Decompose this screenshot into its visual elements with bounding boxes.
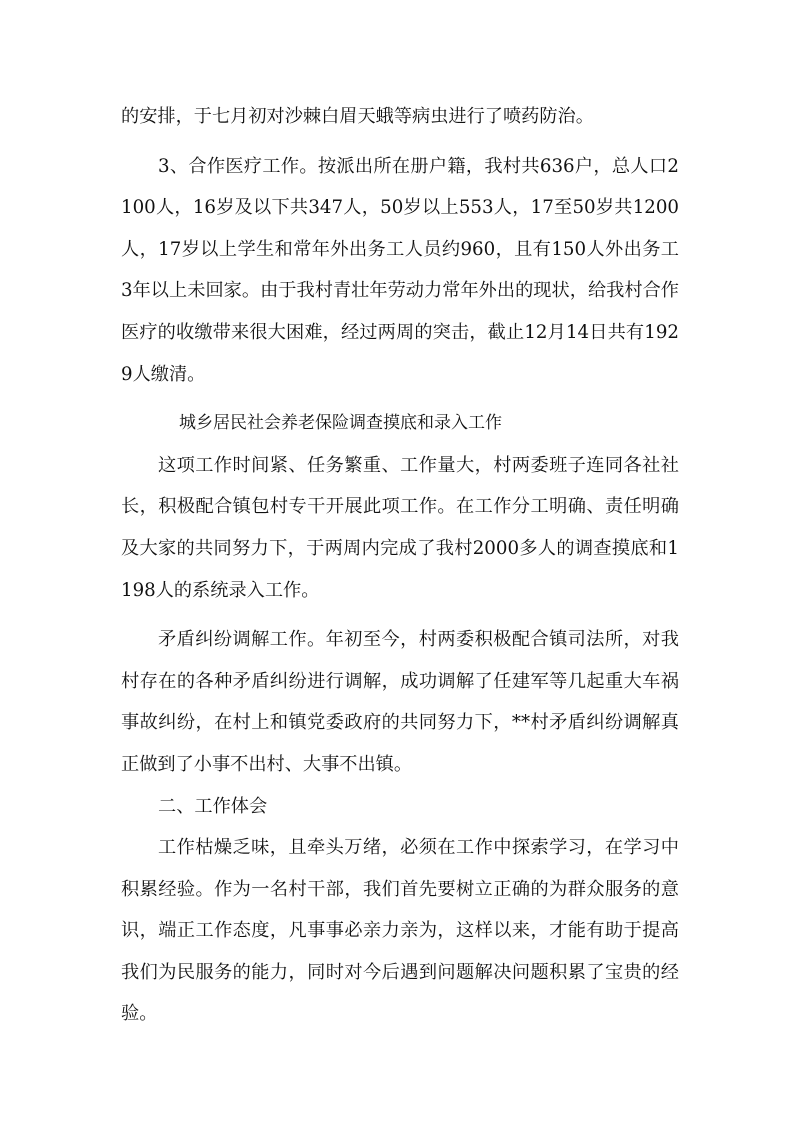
section-heading-pension-survey: 城乡居民社会养老保险调查摸底和录入工作 [179, 413, 502, 434]
section-heading-work-experience: 二、工作体会 [158, 795, 268, 817]
paragraph-work-experience: 工作枯燥乏味，且牵头万绪，必须在工作中探索学习，在学习中积累经验。作为一名村干部，我们首先要树立正确的为群众服务的意识，端正工作态度，凡事事必亲力亲为，这样以来，才能有助于提高我们为民服务的能力，同时对今后遇到问题解决问题积累了宝贵的经验。 [121, 837, 679, 1025]
paragraph-gap [121, 138, 679, 146]
paragraph-gap [121, 395, 679, 403]
document-body [121, 96, 679, 1035]
paragraph-dispute-mediation: 矛盾纠纷调解工作。年初至今，村两委积极配合镇司法所，对我村存在的各种矛盾纠纷进行调解，成功调解了任建军等几起重大车祸事故纠纷，在村上和镇党委政府的共同努力下，**村矛盾纠纷调解真正做到了小事不出村、大事不出镇。 [121, 629, 679, 775]
paragraph-medical-care: 3、合作医疗工作。按派出所在册户籍，我村共636户，总人口2100人，16岁及以下共347人，50岁以上553人，17至50岁共1200人，17岁以上学生和常年外出务工人员约960，且有150人外出务工3年以上未回家。由于我村青壮年劳动力常年外出的现状，给我村合作医疗的收缴带来很大困难，经过两周的突击，截止12月14日共有1929人缴清。 [121, 155, 679, 385]
paragraph-gap [121, 611, 679, 619]
paragraph-continuation: 的安排，于七月初对沙棘白眉天蛾等病虫进行了喷药防治。 [121, 106, 594, 127]
paragraph-pension-survey: 这项工作时间紧、任务繁重、工作量大，村两委班子连同各社社长，积极配合镇包村专干开展此项工作。在工作分工明确、责任明确及大家的共同努力下，于两周内完成了我村2000多人的调查摸底和1198人的系统录入工作。 [121, 454, 679, 601]
